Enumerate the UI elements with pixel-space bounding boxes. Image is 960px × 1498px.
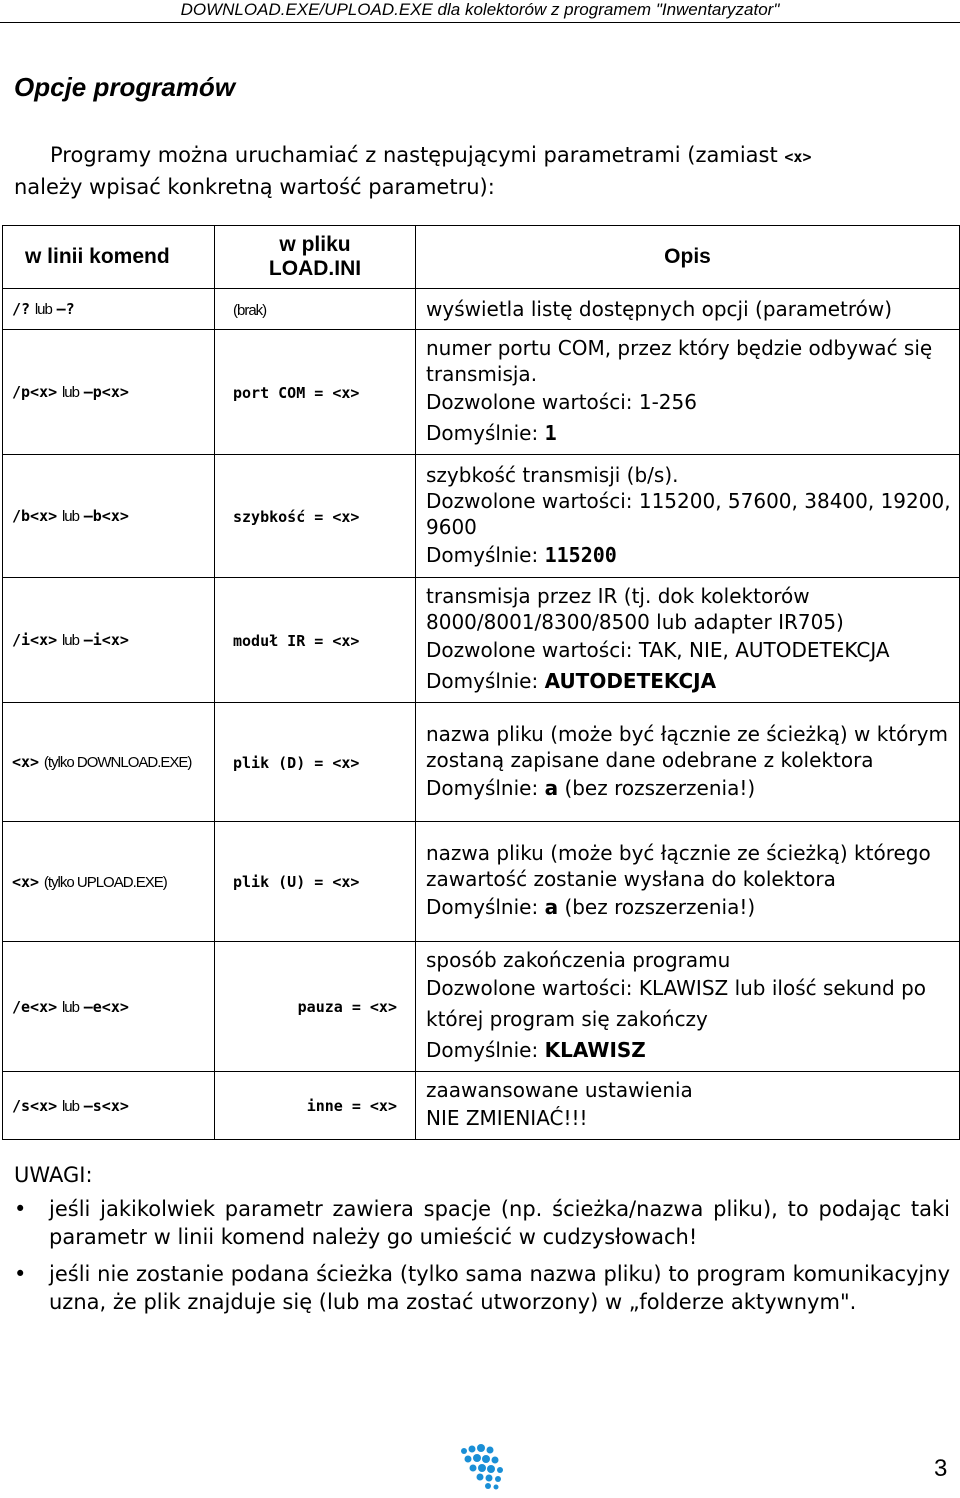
table-row	[3, 1072, 960, 1140]
ini-cell: (brak)	[215, 289, 416, 330]
command-cell: /s<x> lub –s<x>	[3, 1072, 215, 1140]
options-table	[2, 225, 960, 1140]
command-cell: /i<x> lub –i<x>	[3, 578, 215, 703]
ini-cell: pauza = <x>	[215, 942, 416, 1072]
description-cell: sposób zakończenia programu Dozwolone wartości: KLAWISZ lub ilość sekund po której program się zakończy Domyślnie: KLAWISZ	[416, 942, 960, 1072]
section-heading: Opcje programów	[14, 72, 236, 102]
command-cell: /b<x> lub –b<x>	[3, 455, 215, 578]
table-header-row	[3, 226, 960, 289]
table-row	[3, 330, 960, 455]
description-cell: zaawansowane ustawienia NIE ZMIENIAĆ!!!	[416, 1072, 960, 1140]
running-header: DOWNLOAD.EXE/UPLOAD.EXE dla kolektorów z programem "Inwentaryzator"	[0, 0, 960, 23]
company-logo-icon	[458, 1443, 506, 1491]
ini-cell: plik (U) = <x>	[215, 822, 416, 942]
bullet-icon: •	[14, 1262, 27, 1286]
intro-line2: należy wpisać konkretną wartość parametru):	[14, 175, 495, 199]
notes-title: UWAGI:	[14, 1163, 93, 1187]
table-row	[3, 455, 960, 578]
ini-cell: moduł IR = <x>	[215, 578, 416, 703]
page-number: 3	[934, 1455, 948, 1482]
header-ini-file: w pliku LOAD.INI	[215, 226, 416, 289]
command-cell: /p<x> lub –p<x>	[3, 330, 215, 455]
command-cell: <x> (tylko DOWNLOAD.EXE)	[3, 703, 215, 822]
notes-section	[14, 1163, 950, 1325]
ini-cell: inne = <x>	[215, 1072, 416, 1140]
description-cell: transmisja przez IR (tj. dok kolektorów 8000/8001/8300/8500 lub adapter IR705) Dozwolone wartości: TAK, NIE, AUTODETEKCJA Domyślnie: AUTODETEKCJA	[416, 578, 960, 703]
header-command-line: w linii komend	[3, 226, 215, 289]
description-cell: nazwa pliku (może być łącznie ze ścieżką) którego zawartość zostanie wysłana do kolektora Domyślnie: a (bez rozszerzenia!)	[416, 822, 960, 942]
description-cell: nazwa pliku (może być łącznie ze ścieżką) w którym zostaną zapisane dane odebrane z kolektora Domyślnie: a (bez rozszerzenia!)	[416, 703, 960, 822]
header-description: Opis	[416, 226, 960, 289]
table-row	[3, 289, 960, 330]
table-row	[3, 703, 960, 822]
list-item: • jeśli jakikolwiek parametr zawiera spacje (np. ścieżka/nazwa pliku), to podając taki parametr w linii komend należy go umieścić w cudzysłowach!	[14, 1197, 950, 1249]
description-cell: wyświetla listę dostępnych opcji (parametrów)	[416, 289, 960, 330]
description-cell: numer portu COM, przez który będzie odbywać się transmisja. Dozwolone wartości: 1-256 Domyślnie: 1	[416, 330, 960, 455]
notes-list	[14, 1195, 950, 1316]
ini-cell: plik (D) = <x>	[215, 703, 416, 822]
ini-cell: port COM = <x>	[215, 330, 416, 455]
table-row	[3, 578, 960, 703]
command-cell: <x> (tylko UPLOAD.EXE)	[3, 822, 215, 942]
intro-placeholder: <x>	[784, 148, 812, 166]
table-row	[3, 822, 960, 942]
table-row	[3, 942, 960, 1072]
description-cell: szybkość transmisji (b/s). Dozwolone wartości: 115200, 57600, 38400, 19200, 9600 Domyślnie: 115200	[416, 455, 960, 578]
bullet-icon: •	[14, 1197, 27, 1221]
ini-cell: szybkość = <x>	[215, 455, 416, 578]
intro-paragraph	[14, 140, 950, 202]
list-item: • jeśli nie zostanie podana ścieżka (tylko sama nazwa pliku) to program komunikacyjny uzna, że plik znajduje się (lub ma zostać utworzony) w „folderze aktywnym".	[14, 1262, 950, 1314]
intro-line1: Programy można uruchamiać z następującymi parametrami (zamiast	[50, 143, 778, 167]
command-cell: /? lub –?	[3, 289, 215, 330]
command-cell: /e<x> lub –e<x>	[3, 942, 215, 1072]
